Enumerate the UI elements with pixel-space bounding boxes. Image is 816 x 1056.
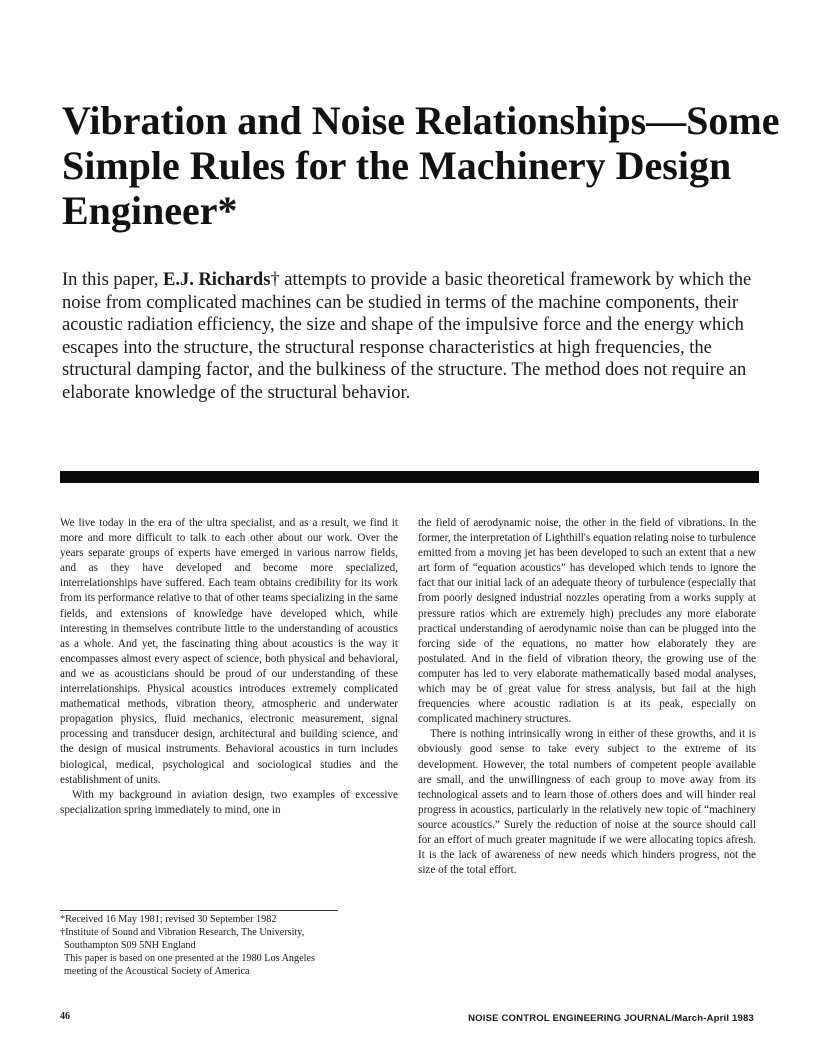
footnotes: [60, 913, 398, 978]
body-paragraph: the field of aerodynamic noise, the other in the field of vibrations. In the former, the interpretation of Lighthill's equation relating noise to turbulence emitted from a moving jet has been developed to such an extent that a new art form of “equation acoustics” has developed which tends to ignore the fact that our initial lack of an adequate theory of turbulence (especially that from poorly designed industrial nozzles operating from a works supply at pressure ratios which are extremely high) precludes any more elaborate practical understanding of aerodynamic noise than can be plugged into the forcing side of the equations, no matter how elaborately they are postulated. And in the field of vibration theory, the growing use of the computer has led to very elaborate mathematically based modal analyses, which may be of great value for stress analysis, but fail at the high frequencies where acoustic radiation is at its peak, especially on complicated machinery structures.: [418, 517, 756, 726]
body-paragraph: With my background in aviation design, two examples of excessive specialization spring immediately to mind, one in: [60, 788, 398, 816]
section-divider: [60, 471, 759, 483]
footnote-received: *Received 16 May 1981; revised 30 September 1982: [60, 914, 277, 925]
footnote-based-on-cont: meeting of the Acoustical Society of America: [64, 966, 250, 977]
author-dagger: †: [270, 270, 280, 290]
article-title: Vibration and Noise Relationships—Some Simple Rules for the Machinery Design Engineer*: [62, 98, 780, 233]
abstract: [62, 269, 774, 404]
body-paragraph: There is nothing intrinsically wrong in either of these growths, and it is obviously good sense to take every subject to the extreme of its development. However, the total numbers of competent people available are small, and the unwillingness of each group to move away from its technological assets and to learn those of others does and will hinder real progress in acoustics, particularly in the relatively new topic of “machinery source acoustics.” Surely the reduction of noise at the source should call for an effort of much greater magnitude if we were allocating topics afresh. It is the lack of awareness of new needs which hinders progress, not the size of the total effort.: [418, 728, 756, 877]
author-name: E.J. Richards: [162, 270, 271, 290]
abstract-text: attempts to provide a basic theoretical framework by which the noise from complicated machines can be studied in terms of the machine components, their acoustic radiation efficiency, the size and shape of the impulsive force and the energy which escapes into the structure, the structural response characteristics at high frequencies, the structural damping factor, and the bulkiness of the structure. The method does not require an elaborate knowledge of the structural behavior.: [62, 270, 752, 403]
footnote-rule: [60, 910, 338, 911]
left-column: [60, 516, 398, 818]
abstract-intro: In this paper,: [62, 270, 163, 290]
page-number: 46: [60, 1011, 70, 1022]
footnote-institute: †Institute of Sound and Vibration Research, The University,: [60, 927, 305, 938]
footnote-institute-address: Southampton S09 5NH England: [64, 940, 196, 951]
right-column: [418, 516, 756, 878]
body-paragraph: We live today in the era of the ultra specialist, and as a result, we find it more and more difficult to talk to each other about our work. Over the years separate groups of experts have emerged in various narrow fields, and as they have developed and become more specialized, interrelationships have suffered. Each team obtains credibility for its work from its performance relative to that of other teams specializing in the same fields, and extensions of knowledge have developed which, while interesting in themselves contribute little to the understanding of acoustics as a whole. And yet, the fascinating thing about acoustics is the way it encompasses almost every aspect of science, both physical and behavioral, and we as acousticians should be proud of our understanding of these interrelationships. Physical acoustics introduces extremely complicated mathematical methods, vibration theory, atmospheric and underwater propagation physics, fluid mechanics, electronic measurement, signal processing and transducer design, architectural and building science, and the design of musical instruments. Behavioral acoustics in turn includes biological, medical, psychological and sociological studies and the establishment of units.: [60, 517, 398, 786]
journal-footer: NOISE CONTROL ENGINEERING JOURNAL/March-April 1983: [468, 1013, 754, 1024]
footnote-based-on: This paper is based on one presented at the 1980 Los Angeles: [64, 953, 315, 964]
